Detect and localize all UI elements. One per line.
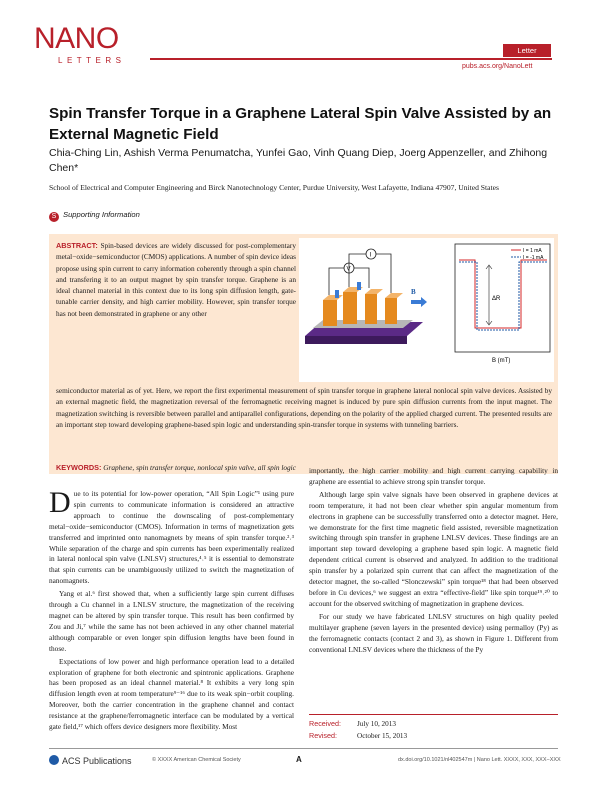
body-paragraph	[49, 486, 294, 587]
article-title: Spin Transfer Torque in a Graphene Lateral Spin Valve Assisted by an External Magnetic Field	[49, 105, 552, 143]
supporting-info-icon: S	[49, 212, 59, 222]
publisher-name: ACS Publications	[62, 756, 132, 766]
body-column-right	[309, 466, 558, 657]
abstract-text-top	[56, 240, 296, 319]
footer-rule	[49, 748, 558, 749]
page-number: A	[296, 755, 302, 764]
received-date: July 10, 2013	[357, 720, 396, 728]
revised-label: Revised:	[309, 731, 337, 740]
journal-url-link[interactable]: pubs.acs.org/NanoLett	[462, 63, 533, 70]
article-type-badge: Letter	[503, 44, 551, 57]
body-paragraph: Although large spin valve signals have been observed in graphene devices at room temperature, it had not been clear whether spin angular momentum from electrons in graphene can be successfully transferred onto a detector magnet. Here, we demonstrate for the first time magnetic field assisted, reversible magnetization switching through spin transfer in graphene LNLSV devices. These findings are an important step toward developing a graphene based spin logic. A magnetic field dependent critical current is observed and analyzed. In addition to the traditional spin transfer by a polarized spin current that can affect the magnetization of the detector magnet, the so-called “Slonczewski” spin torque¹⁸ that had been observed before in Cu devices,⁶ we suggest an extra “effective-field” like spin torque¹⁹˒²⁰ to account for the observed switching of magnetization in graphene devices.	[309, 489, 558, 608]
publisher-logo	[49, 755, 132, 766]
delta-r-label: ΔR	[492, 296, 501, 302]
copyright: © XXXX American Chemical Society	[152, 757, 241, 763]
keywords-label: KEYWORDS:	[56, 463, 102, 472]
revised-date: October 15, 2013	[357, 732, 408, 740]
svg-text:B: B	[411, 288, 416, 296]
supporting-info-link[interactable]	[49, 210, 140, 222]
author-list: Chia-Ching Lin, Ashish Verma Penumatcha, Yunfei Gao, Vinh Quang Diep, Joerg Appenzeller, and Zhihong Chen*	[49, 147, 548, 174]
affiliation: School of Electrical and Computer Engineering and Birck Nanotechnology Center, Purdue University, West Lafayette, Indiana 47907, United States	[49, 183, 499, 192]
publication-dates	[309, 718, 407, 742]
abstract-text-bottom: semiconductor material as of yet. Here, we report the first experimental measurement of spin transfer torque in graphene lateral nonlocal spin valve devices. Assisted by an external magnetic field, the magnetization reversal of the ferromagnetic receiving magnet is induced by pure spin diffusion currents from the input magnet. The magnetization switching is reversible between parallel and antiparallel configurations, depending on the polarity of the applied charged current. The presented results are an important step toward developing graphene-based spin logic and understanding spin-transfer torque in systems with tunneling barriers.	[56, 386, 552, 429]
body-paragraph: For our study we have fabricated LNLSV structures on high quality peeled multilayer graphene (seven layers in the presented device) using permalloy (Py) as the ferromagnetic contacts (contact 2 and 3), as shown in Figure 1. Different from conventional LNLSV devices where the thickness of the Py	[309, 611, 558, 654]
header-rule	[150, 58, 552, 60]
toc-graphic	[299, 238, 554, 382]
legend-entry-1: I = 1 mA	[523, 248, 542, 254]
svg-text:V: V	[346, 266, 351, 273]
legend-entry-2: I = -1 mA	[523, 255, 544, 261]
toc-plot	[455, 244, 550, 364]
dropcap: D	[49, 486, 71, 519]
supporting-info-label: Supporting Information	[63, 210, 140, 219]
svg-text:I: I	[369, 252, 372, 259]
paragraph-text: ue to its potential for low-power operation, “All Spin Logic”¹ using pure spin currents to communicate information is considered an attractive approach to continue the downscaling of post-complementary metal−oxide−semiconductor (CMOS). Information in terms of magnetization gets transferred and imprinted onto nanomagnets by means of spin transfer torque.²˒³ While separation of the charge and spin currents has been experimentally realized in lateral nonlocal spin valve (LNLSV) structures,⁴˒⁵ it is essential to demonstrate that spin currents can be unambiguously utilized to switch the magnetization of nanomagnets.	[49, 489, 294, 586]
device-schematic	[305, 249, 427, 344]
body-paragraph: importantly, the high carrier mobility and high current carrying capability in graphene are essential to achieve strong spin transfer torque.	[309, 466, 558, 486]
doi-link[interactable]: dx.doi.org/10.1021/nl402547m | Nano Lett. XXXX, XXX, XXX−XXX	[398, 757, 561, 763]
abstract-body-top: Spin-based devices are widely discussed for post-complementary metal−oxide−semiconductor (CMOS) applications. A number of spin device ideas propose using spin current to carry information coherently through a spin channel and transfering it to an output magnet by spin transfer torque. Graphene is an ideal channel material in this context due to its long spin diffusion length, gate-tunable carrier density, and high carrier mobility. However, spin transfer torque has not been demonstrated in graphene or any other	[56, 241, 296, 318]
received-label: Received:	[309, 719, 341, 728]
acs-icon	[49, 755, 59, 765]
abstract-label: ABSTRACT:	[56, 241, 98, 250]
body-paragraph: Expectations of low power and high performance operation lead to a detailed exploration of graphene for both electronic and spintronic applications. Graphene has been proposed as an ideal channel material.⁸ It exhibits a very long spin diffusion length even at room temperature⁹⁻¹⁶ due to its weak spin−orbit coupling. Moreover, both the carrier concentration in the graphene channel and contact resistance at the graphene/ferromagnetic interface can be modulated by a vertical gate field,¹⁷ which offers device designers more flexibility. Most	[49, 656, 294, 732]
toc-xlabel: B (mT)	[492, 358, 511, 364]
body-paragraph: Yang et al.⁶ first showed that, when a sufficiently large spin current diffuses through a Cu channel in a LNLSV structure, the magnetization of the receiving magnet can be altered by spin transfer torque. This result has been confirmed by Zou and Ji,⁷ while the same has not been achieved in any other channel material although comparable or even longer spin diffusion lengths have been found in those.	[49, 589, 294, 653]
body-column-left	[49, 486, 294, 735]
toc-graphic-svg	[299, 238, 554, 382]
keywords-list: Graphene, spin transfer torque, nonlocal spin valve, all spin logic	[103, 463, 296, 472]
dates-rule	[309, 714, 558, 715]
journal-logo-sub: LETTERS	[58, 56, 126, 65]
journal-logo: NANO	[34, 22, 119, 55]
